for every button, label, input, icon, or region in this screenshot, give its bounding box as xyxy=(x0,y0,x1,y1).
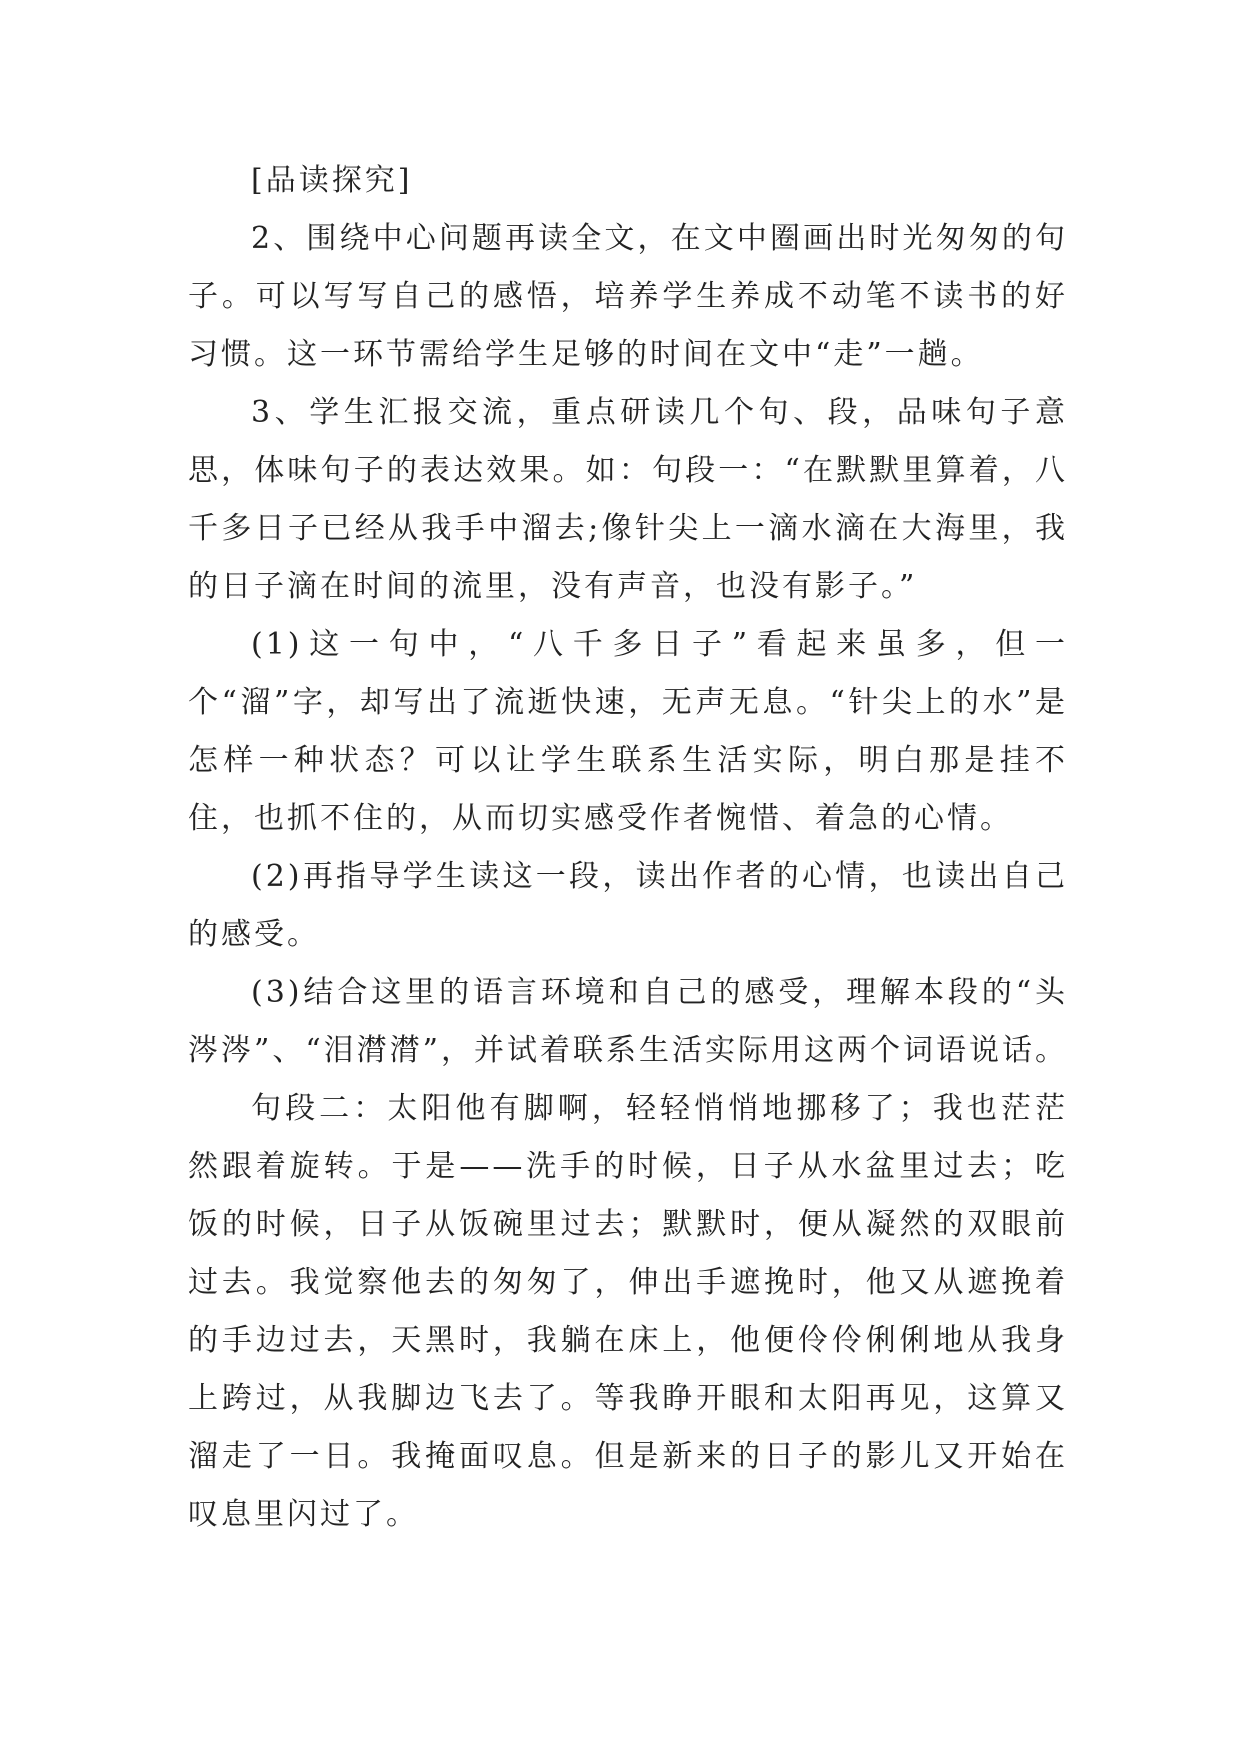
paragraph-passage-2: 句段二：太阳他有脚啊，轻轻悄悄地挪移了；我也茫茫然跟着旋转。于是——洗手的时候，日子从水盆里过去；吃饭的时候，日子从饭碗里过去；默默时，便从凝然的双眼前过去。我觉察他去的匆匆了，伸出手遮挽时，他又从遮挽着的手边过去，天黑时，我躺在床上，他便伶伶俐俐地从我身上跨过，从我脚边飞去了。等我睁开眼和太阳再见，这算又溜走了一日。我掩面叹息。但是新来的日子的影儿又开始在叹息里闪过了。 xyxy=(188,1091,1068,1532)
paragraph-step-3: 3、学生汇报交流，重点研读几个句、段，品味句子意思，体味句子的表达效果。如：句段一：“在默默里算着，八千多日子已经从我手中溜去;像针尖上一滴水滴在大海里，我的日子滴在时间的流里，没有声音，也没有影子。” xyxy=(188,395,1068,604)
paragraph-step-2: 2、围绕中心问题再读全文，在文中圈画出时光匆匆的句子。可以写写自己的感悟，培养学生养成不动笔不读书的好习惯。这一环节需给学生足够的时间在文中“走”一趟。 xyxy=(188,221,1068,372)
paragraph-point-1: (1)这一句中，“八千多日子”看起来虽多，但一个“溜”字，却写出了流逝快速，无声无息。“针尖上的水”是怎样一种状态？可以让学生联系生活实际，明白那是挂不住，也抓不住的，从而切实感受作者惋惜、着急的心情。 xyxy=(188,627,1068,836)
document-body xyxy=(188,152,1068,1544)
section-heading: [品读探究] xyxy=(251,163,413,198)
paragraph-point-2: (2)再指导学生读这一段，读出作者的心情，也读出自己的感受。 xyxy=(188,859,1068,952)
paragraph-point-3: (3)结合这里的语言环境和自己的感受，理解本段的“头涔涔”、“泪潸潸”，并试着联系生活实际用这两个词语说话。 xyxy=(188,975,1069,1068)
